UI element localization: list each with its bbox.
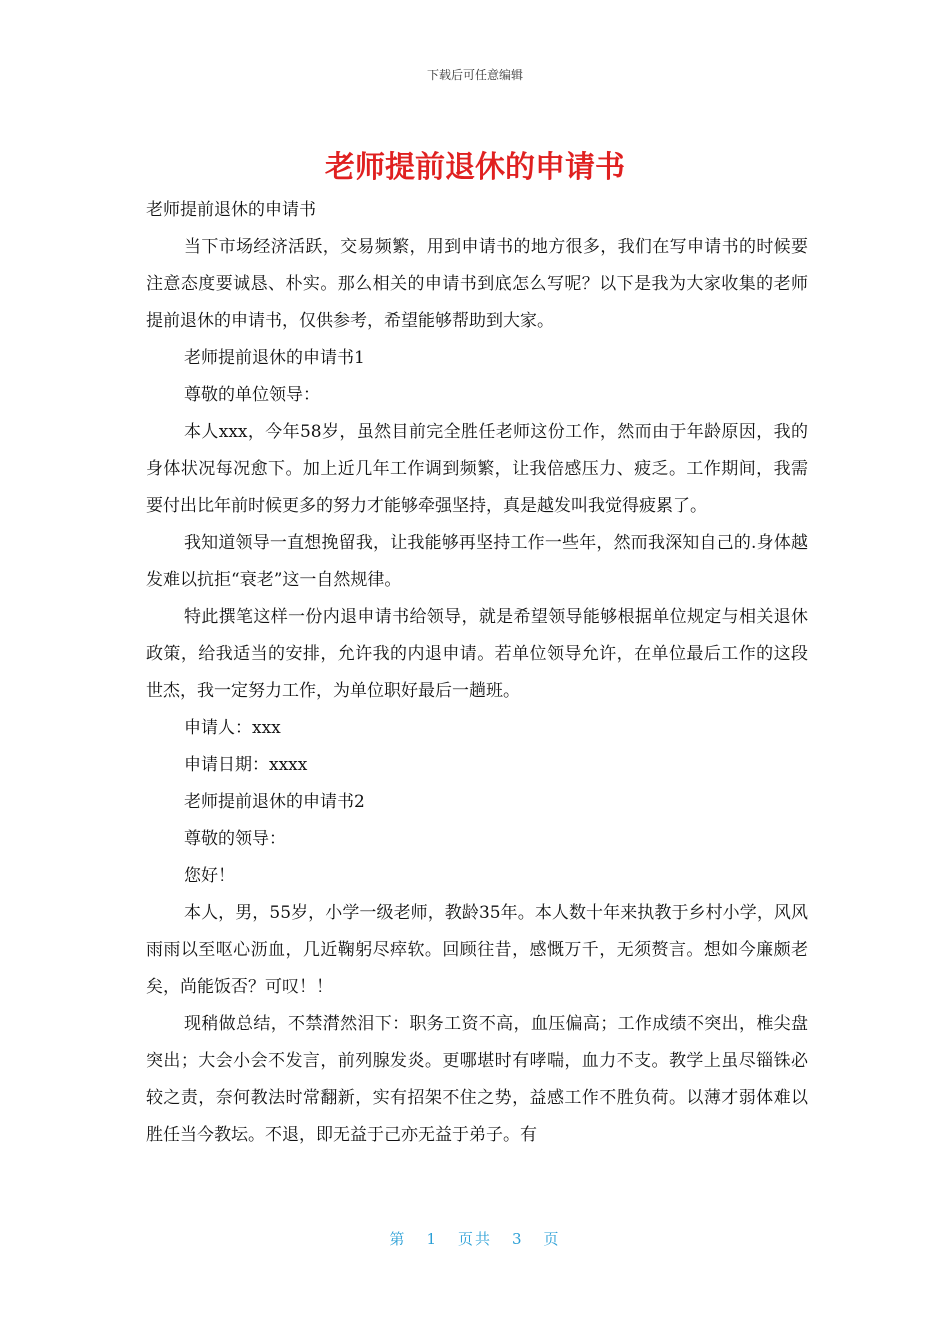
footer-suffix: 页: [543, 1230, 561, 1248]
page-number-footer: [0, 1228, 950, 1249]
paragraph-subtitle: 老师提前退休的申请书: [146, 200, 316, 220]
document-body: [146, 192, 808, 1154]
footer-middle: 页共: [457, 1230, 492, 1248]
paragraph: 特此撰笔这样一份内退申请书给领导，就是希望领导能够根据单位规定与相关退休政策，给我适当的安排，允许我的内退申请。若单位领导允许，在单位最后工作的这段世杰，我一定努力工作，为单位职好最后一趟班。: [146, 607, 808, 701]
paragraph: 本人，男，55岁，小学一级老师，教龄35年。本人数十年来执教于乡村小学，风风雨雨以至呕心沥血，几近鞠躬尽瘁软。回顾往昔，感慨万千，无须赘言。想如今廉颇老矣，尚能饭否？可叹！！: [146, 903, 808, 997]
total-pages-number: 3: [512, 1230, 524, 1248]
salutation-2: 尊敬的领导：: [184, 829, 286, 849]
section-heading-2: 老师提前退休的申请书2: [184, 792, 365, 812]
footer-prefix: 第: [389, 1230, 407, 1248]
section-heading-1: 老师提前退休的申请书1: [184, 348, 365, 368]
header-note: 下载后可任意编辑: [426, 68, 523, 82]
paragraph-intro: 当下市场经济活跃，交易频繁，用到申请书的地方很多，我们在写申请书的时候要注意态度要诚恳、朴实。那么相关的申请书到底怎么写呢？以下是我为大家收集的老师提前退休的申请书，仅供参考，希望能够帮助到大家。: [146, 237, 808, 331]
paragraph: 本人xxx，今年58岁，虽然目前完全胜任老师这份工作，然而由于年龄原因，我的身体状况每况愈下。加上近几年工作调到频繁，让我倍感压力、疲乏。工作期间，我需要付出比年前时候更多的努力才能够牵强坚持，真是越发叫我觉得疲累了。: [146, 422, 808, 516]
greeting: 您好！: [184, 866, 235, 886]
application-date-line: 申请日期：xxxx: [184, 755, 308, 775]
paragraph: 我知道领导一直想挽留我，让我能够再坚持工作一些年，然而我深知自己的.身体越发难以抗拒“衰老”这一自然规律。: [146, 533, 808, 590]
salutation-1: 尊敬的单位领导：: [184, 385, 320, 405]
current-page-number: 1: [426, 1230, 438, 1248]
applicant-line: 申请人：xxx: [184, 718, 281, 738]
paragraph: 现稍做总结，不禁潸然泪下：职务工资不高，血压偏高；工作成绩不突出，椎尖盘突出；大会小会不发言，前列腺发炎。更哪堪时有哮喘，血力不支。教学上虽尽锱铢必较之责，奈何教法时常翻新，实有招架不住之势，益感工作不胜负荷。以薄才弱体难以胜任当今教坛。不退，即无益于己亦无益于弟子。有: [146, 1014, 808, 1145]
document-title: 老师提前退休的申请书: [325, 150, 625, 185]
